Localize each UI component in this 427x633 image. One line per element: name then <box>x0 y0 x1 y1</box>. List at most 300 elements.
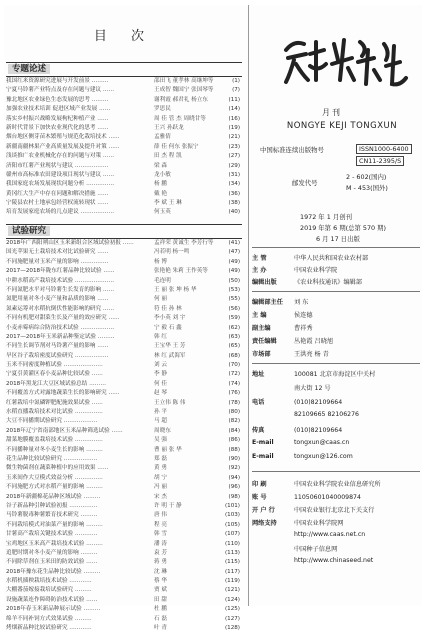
toc-entry-page: (53) <box>228 286 240 293</box>
toc-entry-page: (21) <box>228 134 240 141</box>
toc-entry-page: (1) <box>232 78 240 84</box>
section-header-special-topics: 专题论述 <box>6 62 242 77</box>
toc-entry-page: (82) <box>228 418 240 425</box>
toc-entry-title: 玉米不同密度种植试验 ………………… <box>6 362 103 369</box>
publishers-value: 《农业科技通讯》编辑部 <box>294 279 363 286</box>
toc-entry <box>6 77 242 86</box>
toc-entry-authors: 许 明 于 静 <box>154 502 182 509</box>
toc-entry-authors: 冯若明 杨一鸣 <box>154 249 190 256</box>
contact-row <box>252 383 331 392</box>
toc-entry-authors: 唐 伟 <box>154 512 167 519</box>
toc-entry-page: (72) <box>228 371 240 378</box>
toc-entry-authors: 胡 宁 <box>154 474 167 481</box>
toc-entry-authors: 吴 强 <box>154 437 167 444</box>
toc-entry <box>6 455 242 464</box>
toc-entry-page: (84) <box>228 427 240 434</box>
toc-entry-title: 宁夏引黄灌区春小麦品种比较试验 …… <box>6 371 103 378</box>
toc-entry-page: (38) <box>228 200 240 207</box>
toc-entry <box>6 199 242 208</box>
toc-entry-authors: 孟雅倩 <box>154 134 171 141</box>
toc-entry-authors: 罗思民 <box>154 106 171 113</box>
toc-entry-authors: 何 佳 <box>154 380 167 387</box>
postal-domestic: 2 - 602(国内) <box>346 173 387 181</box>
toc-entry-page: (125) <box>224 606 240 613</box>
toc-entry-title: 不同施肥方式对水稻产量的影响 ……… <box>6 484 103 491</box>
toc-entry-page: (14) <box>228 106 240 113</box>
toc-entry-authors: 宋 杰 <box>154 493 167 500</box>
toc-entry-page: (74) <box>228 380 240 387</box>
staff-value: 侯连德 <box>294 312 313 319</box>
staff-label: 副主编 <box>252 325 271 332</box>
toc-entry-page: (31) <box>228 171 240 178</box>
toc-entry <box>6 605 242 614</box>
toc-entry <box>6 474 242 483</box>
column-divider <box>248 5 249 606</box>
toc-entry-page: (124) <box>224 596 240 603</box>
toc-entry-authors: 王宝华 王 芳 <box>154 343 186 350</box>
toc-entry <box>6 171 242 180</box>
toc-title: 目 次 <box>93 29 155 44</box>
toc-entry-authors: 马 超 <box>154 418 167 425</box>
toc-entry-authors: 毛连明 <box>154 277 171 284</box>
toc-entry-title: 水稻机插秧栽培技术试验 ………… <box>6 578 92 585</box>
publishers-label: 主 管 <box>252 255 267 262</box>
toc-entry-page: (19) <box>228 124 240 131</box>
toc-entry-title: 烟台地区侧芽苗木繁殖与规范化栽培技术 …… <box>6 134 120 141</box>
toc-entry-authors: 孟祥荣 黄诚生 李芳行等 <box>154 240 214 246</box>
toc-entry-authors: 周晓东 <box>154 427 171 434</box>
toc-entry-title: 谷子新品种引种试验初报 …………… <box>6 502 98 509</box>
print-row <box>252 505 374 514</box>
toc-entry <box>6 464 242 473</box>
toc-entry <box>6 427 242 436</box>
toc-entry <box>6 342 242 351</box>
toc-entry-title: 烤烟新品种比较试验研究 ………… <box>6 625 92 632</box>
staff-row <box>252 349 329 358</box>
toc-entry-title: 不同栽培模式对油菜产量的影响 ……… <box>6 521 103 528</box>
publishers-row <box>252 277 362 286</box>
toc-entry-page: (36) <box>228 190 240 197</box>
toc-entry-page: (103) <box>224 512 240 519</box>
print-row <box>252 518 344 527</box>
toc-entry-page: (59) <box>228 315 240 322</box>
journal-logo <box>282 30 412 104</box>
toc-entry <box>6 133 242 142</box>
toc-entry-title: 豫北地区农业绿色生态发展的思考 ……… <box>6 96 109 103</box>
toc-entry-title: 2018年辽宁省南部地区玉米品种筛选试验 …… <box>6 427 123 434</box>
staff-row <box>252 310 313 319</box>
print-label: 账 号 <box>252 494 267 501</box>
toc-entry-title: 水稻直播栽培技术对比试验 …………… <box>6 409 103 416</box>
toc-entry-title: 不同生长调节剂对马铃薯产量的影响 …… <box>6 343 109 350</box>
toc-entry-page: (101) <box>224 502 240 509</box>
print-row <box>252 492 361 501</box>
toc-entry <box>6 568 242 577</box>
toc-entry-page: (27) <box>228 153 240 160</box>
toc-entry-page: (65) <box>228 343 240 350</box>
toc-entry-title: 马铃薯脱毒种薯繁育技术研究 ……… <box>6 512 98 519</box>
toc-entry-authors: 李 斌 王 琳 <box>154 200 182 207</box>
toc-entry-page: (80) <box>228 409 240 416</box>
toc-entry-title: 不同氮肥水平对马铃薯生长发育的影响 …… <box>6 286 115 293</box>
toc-entry-authors: 薛 佳 何东 张振宁 <box>154 143 199 150</box>
print-value: http://www.caas.net.cn <box>294 531 366 538</box>
contact-row <box>252 369 375 378</box>
toc-entry-authors: 王成智 魏国宁 张国琴等 <box>154 87 214 94</box>
contact-value: tongxun@126.com <box>294 453 353 460</box>
toc-entry-page: (29) <box>228 162 240 169</box>
toc-entry <box>6 267 242 276</box>
toc-entry <box>6 549 242 558</box>
print-row <box>252 557 373 564</box>
staff-row <box>252 336 333 345</box>
toc-entry <box>6 615 242 624</box>
print-value: 中国农业科学院网 <box>294 520 344 527</box>
toc-entry <box>6 152 242 161</box>
toc-entry-page: (94) <box>228 474 240 481</box>
toc-entry <box>6 162 242 171</box>
contact-value: 100081 北京市海淀区中关村 <box>294 371 376 378</box>
toc-entry-page: (40) <box>228 209 240 216</box>
toc-entry-title: 氮素运筹对水稻抗倒伏性能影响的研究 …… <box>6 305 115 312</box>
contact-row <box>252 439 349 446</box>
toc-entry-page: (55) <box>228 296 240 303</box>
toc-entry-page: (105) <box>224 521 240 528</box>
contact-row <box>252 453 353 460</box>
toc-entry-page: (88) <box>228 446 240 453</box>
toc-entry <box>6 596 242 605</box>
toc-entry-title: 追肥时期对冬小麦产量的影响 ……… <box>6 549 98 556</box>
toc-entry-page: (117) <box>224 568 240 575</box>
postal-foreign: M - 453(国外) <box>346 184 388 192</box>
toc-entry-authors: 王兴 孙跃龙 <box>154 124 184 131</box>
toc-entry-page: (90) <box>228 455 240 462</box>
toc-entry-title: 小麦赤霉病综合防治技术试验 ……………… <box>6 324 115 331</box>
toc-entry <box>6 483 242 492</box>
toc-entry-title: 绵羊不同补饲方式效果试验 ……… <box>6 615 92 622</box>
toc-entry-title: 宝鸡地区玉米高产栽培技术试验 ……… <box>6 540 103 547</box>
toc-entry <box>6 540 242 549</box>
contact-label: E-mail <box>252 439 274 446</box>
toc-entry <box>6 295 242 304</box>
toc-entry-authors: 潘 涛 <box>154 540 167 547</box>
toc-entry-authors: 贾 斌 <box>154 587 167 594</box>
toc-entry-title: 不同覆盖方式对露地蔬菜生长的影响研究 …… <box>6 390 120 397</box>
print-value: http://www.chinaseed.net <box>294 557 374 564</box>
toc-entry-authors: 蔡 华 <box>154 578 167 585</box>
toc-entry-page: (23) <box>228 143 240 150</box>
toc-entry-page: (128) <box>224 625 240 632</box>
toc-entry-authors: 韩 雪 <box>154 531 167 538</box>
toc-entry-authors: 沈 琳 <box>154 568 167 575</box>
toc-entry-page: (92) <box>228 465 240 472</box>
toc-entry-page: (86) <box>228 437 240 444</box>
toc-entry <box>6 239 242 248</box>
toc-entry-title: 2017—2018年玉米新品种鉴定试验 ……… <box>6 333 115 340</box>
toc-entry-title: 花生品种比较试验研究 ……………… <box>6 455 98 462</box>
toc-entry-authors: 李 静 <box>154 371 167 378</box>
toc-entry <box>6 143 242 152</box>
toc-entry <box>6 389 242 398</box>
print-value: 中国农业银行北京北下关支行 <box>294 507 375 514</box>
toc-entry <box>6 324 242 333</box>
toc-entry-authors: 何玉英 <box>154 209 171 216</box>
toc-entry-title: 玉米间作大豆模式效益分析 …………… <box>6 474 103 481</box>
toc-entry <box>6 96 242 105</box>
toc-entry-page: (70) <box>228 362 240 369</box>
toc-entry-title: 我国家庭农场发展现状问题分析 …………… <box>6 181 115 188</box>
staff-label: 编辑部主任 <box>252 299 283 306</box>
toc-entry <box>6 586 242 595</box>
toc-entry <box>6 115 242 124</box>
toc-entry-page: (11) <box>228 96 240 103</box>
publishers-row <box>252 265 337 274</box>
toc-entry-authors: 符 佳 孙 林 <box>154 305 182 312</box>
toc-entry-page: (107) <box>224 531 240 538</box>
print-row <box>252 544 337 553</box>
contact-label: E-mail <box>252 453 274 460</box>
print-value: 11050601040009874 <box>294 494 361 501</box>
toc-entry <box>6 530 242 539</box>
staff-row <box>252 297 308 306</box>
toc-entry-page: (63) <box>228 333 240 340</box>
toc-entry-title: 不同除草剂在玉米田的防效试验 …… <box>6 559 98 566</box>
publishers-value: 中华人民共和国农业农村部 <box>294 255 369 262</box>
toc-entry <box>6 380 242 389</box>
table-of-contents <box>4 5 244 632</box>
issn-label: 中国标准连续出版物号 <box>260 146 324 154</box>
section-header-experiments: 试验研究 <box>6 224 242 239</box>
journal-logo-calligraphy <box>282 30 412 100</box>
staff-value: 丛艳霞 吕晓旭 <box>294 338 334 345</box>
divider-line <box>252 247 420 248</box>
print-row <box>252 531 365 538</box>
toc-entry-title: 甜菜地膜覆盖栽培技术试验 …………… <box>6 437 103 444</box>
postal-code-label: 邮发代号 <box>292 179 318 187</box>
contact-value: 82109665 82106276 <box>294 411 359 418</box>
toc-entry-page: (98) <box>228 493 240 500</box>
toc-entry-title: 济阳市红薯产业现状与建议 ……………… <box>6 162 109 169</box>
toc-entry-page: (68) <box>228 352 240 359</box>
toc-entry <box>6 258 242 267</box>
toc-entry-authors: 蒋 勇 <box>154 559 167 566</box>
toc-entry-authors: 田 甜 <box>154 596 167 603</box>
toc-entry-title: 我国红米资源研究进展与开发前景 ……… <box>6 78 109 84</box>
toc-entry-title: 落实乡村振兴战略发展枸杞种植产业 …… <box>6 115 109 122</box>
issue-volume: 2019 年第 6 期(总第 570 期) <box>300 224 387 232</box>
publishers-label: 编辑出版 <box>252 279 277 286</box>
founded-date: 1972 年 1 月创刊 <box>300 213 352 221</box>
staff-value: 刘 东 <box>294 299 309 306</box>
staff-value: 曹祥秀 <box>294 325 313 332</box>
section-special-topics-list <box>6 77 242 218</box>
toc-entry-title: 国光苹果无土栽培技术对比试验研究 …… <box>6 249 109 256</box>
toc-entry-authors: 谢利霞 郝君礼 杨立东 <box>154 96 208 103</box>
toc-entry-authors: 杨 鹏 <box>154 181 167 188</box>
print-value: 中国种子信息网 <box>294 546 338 553</box>
staff-label: 责任编辑 <box>252 338 277 345</box>
toc-entry-title: 中耕水稻高产栽培技术试验 ………………… <box>6 277 115 284</box>
toc-entry-authors: 杜 鹏 <box>154 606 167 613</box>
toc-entry-page: (113) <box>224 549 240 556</box>
divider-line <box>252 471 420 472</box>
toc-entry-page: (110) <box>224 540 240 547</box>
staff-row <box>252 323 313 332</box>
toc-entry-authors: 周 佳 管 杰 周晓甘等 <box>154 115 206 122</box>
toc-entry <box>6 180 242 189</box>
toc-entry <box>6 370 242 379</box>
contact-row <box>252 397 342 406</box>
toc-entry-title: 微生物菌剂在蔬菜种植中的应用效果 …… <box>6 465 109 472</box>
toc-entry <box>6 190 242 199</box>
toc-entry-title: 加强农业技术培训 促进区域产业发展 …… <box>6 106 111 113</box>
masthead-column <box>252 5 422 606</box>
toc-entry-authors: 黄 勇 <box>154 465 167 472</box>
journal-page <box>4 5 422 632</box>
print-label: 印 刷 <box>252 481 267 488</box>
toc-entry <box>6 286 242 295</box>
contact-value: tongxun@caas.cn <box>294 439 350 446</box>
toc-entry-page: (78) <box>228 399 240 406</box>
contact-row <box>252 425 342 434</box>
contact-label: 传真 <box>252 427 265 434</box>
toc-entry-page: (56) <box>228 305 240 312</box>
toc-entry-authors: 叶 青 <box>154 625 167 632</box>
toc-entry-title: 培育发展家庭农场的几点建议 ……………… <box>6 209 115 216</box>
toc-entry-authors: 田 杰 程 凯 <box>154 153 182 160</box>
toc-entry-title: 设施蔬菜连作障碍防治技术试验 …… <box>6 596 98 603</box>
toc-entry-authors: 韩 红 <box>154 333 167 340</box>
toc-entry-authors: 林 红 武海军 <box>154 352 186 359</box>
toc-entry <box>6 502 242 511</box>
toc-entry <box>6 305 242 314</box>
toc-entry-authors: 郑 磊 <box>154 455 167 462</box>
toc-entry <box>6 399 242 408</box>
toc-entry-title: 红薯栽培中氮磷钾肥配施效果试验 …… <box>6 399 103 406</box>
toc-entry <box>6 408 242 417</box>
toc-entry <box>6 577 242 586</box>
print-value: 中国农业科学院农业信息研究所 <box>294 481 381 488</box>
toc-entry-page: (7) <box>232 87 240 94</box>
toc-entry-page: (76) <box>228 390 240 397</box>
publishers-row <box>252 253 368 262</box>
toc-entry-page: (34) <box>228 181 240 188</box>
contact-label: 电话 <box>252 399 265 406</box>
toc-entry-page: (47) <box>228 249 240 256</box>
toc-entry-title: 2018年春玉米新品种展示试验 ……… <box>6 606 101 613</box>
toc-entry <box>6 624 242 633</box>
monthly-label: 月刊 <box>322 108 342 117</box>
toc-entry <box>6 105 242 114</box>
toc-entry-title: 2018年黑龙江大豆区域试验总结 ……… <box>6 380 106 387</box>
toc-entry-title: 2018年新疆棉花品种区域试验 ……… <box>6 493 101 500</box>
toc-entry-authors: 王立伟 陈 伟 <box>154 399 186 406</box>
toc-entry <box>6 86 242 95</box>
toc-entry-title: 不同播种量对冬小麦生长的影响 ……… <box>6 446 103 453</box>
toc-entry <box>6 333 242 342</box>
toc-entry <box>6 314 242 323</box>
toc-entry-authors: 石 磊 <box>154 615 167 622</box>
publishers-label: 主 办 <box>252 267 267 274</box>
journal-pinyin: NONGYE KEJI TONGXUN <box>286 121 398 131</box>
toc-entry-authors: 冯 丽 <box>154 484 167 491</box>
staff-label: 市场部 <box>252 351 271 358</box>
toc-entry <box>6 446 242 455</box>
contact-value: (010)82109664 <box>294 399 343 406</box>
toc-entry-page: (119) <box>224 578 240 585</box>
staff-label: 主 编 <box>252 312 267 319</box>
toc-entry-authors: 宁 毅 石 鑫 <box>154 324 182 331</box>
toc-entry-page: (49) <box>228 268 240 275</box>
issn-number: ISSN1000-6400 <box>356 144 412 154</box>
toc-entry <box>6 417 242 426</box>
toc-entry-title: 宁陵县农村土地承包经营权流转现状 …… <box>6 200 109 207</box>
toc-entry-authors: 程 亮 <box>154 521 167 528</box>
toc-entry-title: 浅谈推广农业机械化存在的问题与对策 …… <box>6 153 115 160</box>
toc-entry-page: (16) <box>228 115 240 122</box>
toc-entry <box>6 352 242 361</box>
divider-line <box>252 291 420 292</box>
toc-entry-title: 2018年豫东花生品种比较试验 ……… <box>6 568 101 575</box>
print-row <box>252 479 381 488</box>
toc-entry-authors: 刘 云 <box>154 362 167 369</box>
toc-entry-page: (115) <box>224 559 240 566</box>
toc-entry-page: (49) <box>228 258 240 265</box>
toc-entry-authors: 杨 博 <box>154 258 167 265</box>
toc-entry <box>6 208 242 217</box>
toc-entry-page: (121) <box>224 587 240 594</box>
toc-entry-authors: 曹 丽 张 华 <box>154 446 182 453</box>
toc-entry-title: 氮肥用量对冬小麦产量和品质的影响 …… <box>6 296 109 303</box>
toc-entry-authors: 李小英 刘 宇 <box>154 315 186 322</box>
toc-entry-authors: 王 丽 张 坤 杨 华 <box>154 286 197 293</box>
publish-date: 6 月 17 日出版 <box>316 235 360 243</box>
staff-value: 王洪亮 杨 青 <box>294 351 329 358</box>
toc-entry-title: 大豆不同播期试验研究 ……………… <box>6 418 98 425</box>
toc-entry-page: (62) <box>228 324 240 331</box>
section-experiments-list <box>6 239 242 633</box>
toc-entry-title: 新疆南疆林果产业高质量发展及提升对策 …… <box>6 143 120 150</box>
toc-entry <box>6 511 242 520</box>
toc-entry-title: 宁夏马铃薯产业特点及存在问题与建议 …… <box>6 87 115 94</box>
toc-entry-authors: 龙小敏 <box>154 171 171 178</box>
contact-value: (010)82109664 <box>294 427 343 434</box>
toc-entry-authors: 邵田飞 董孝林 高继坤等 <box>154 78 214 84</box>
toc-entry <box>6 361 242 370</box>
toc-entry-page: (41) <box>228 240 240 246</box>
toc-entry-authors: 戴 艳 <box>154 190 167 197</box>
toc-entry-page: (96) <box>228 484 240 491</box>
toc-entry-title: 2017—2018年陇东红薯品种比较试验 …… <box>6 268 115 275</box>
toc-entry-title: 赣州市高标准农田建设项目现状与建议 …… <box>6 171 115 178</box>
divider-line <box>252 363 420 364</box>
print-label: 网络支持 <box>252 520 277 527</box>
toc-entry-title: 2018年广西阳朔山区玉米新组合区域试验初报 …… <box>6 240 134 246</box>
contact-label: 地址 <box>252 371 265 378</box>
contact-row <box>252 411 359 418</box>
toc-entry <box>6 277 242 286</box>
toc-entry <box>6 558 242 567</box>
toc-entry-title: 新时代背景下加快农业现代化的思考 …… <box>6 124 109 131</box>
toc-entry-authors: 梁 森 <box>154 162 167 169</box>
toc-entry-page: (50) <box>228 277 240 284</box>
toc-entry-title: 黄冈红大生产中存在问题和解决措施 …… <box>6 190 109 197</box>
toc-entry <box>6 436 242 445</box>
toc-entry-title: 旱区谷子栽培密度试验研究 ……………… <box>6 352 109 359</box>
publishers-value: 中国农业科学院 <box>294 267 338 274</box>
toc-entry <box>6 493 242 502</box>
toc-entry-title: 不同有机肥对甜菜生长及产量的效应研究 …… <box>6 315 120 322</box>
